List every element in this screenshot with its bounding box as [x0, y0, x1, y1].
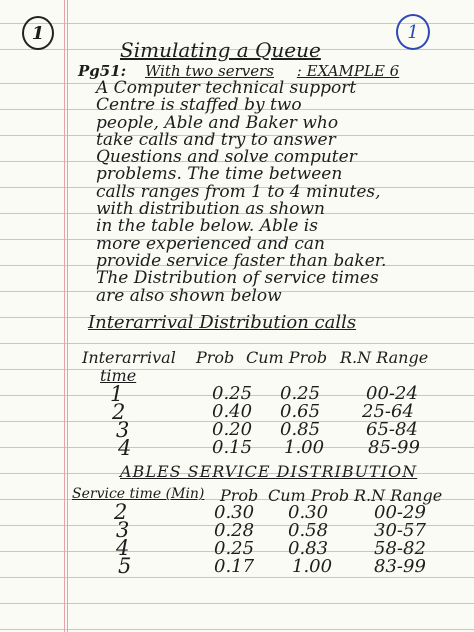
header-range: R.N Range [340, 348, 429, 367]
page-title: Simulating a Queue [120, 38, 321, 62]
header-service-time: Service time (Min) [72, 486, 205, 502]
interarrival-range-cell: 00-24 [366, 383, 418, 404]
able-prob-cell: 0.25 [214, 538, 255, 559]
able-prob-cell: 0.17 [214, 556, 255, 577]
header-cum-prob: Cum Prob [246, 348, 328, 367]
interarrival-cum-cell: 0.85 [280, 419, 321, 440]
paragraph-line: A Computer technical support [96, 78, 357, 98]
reference-subtitle: With two servers [144, 62, 275, 80]
header-able-cum-prob: Cum Prob [268, 486, 350, 505]
page-number-left-text: 1 [31, 22, 45, 44]
able-time-cell: 3 [116, 518, 130, 542]
interarrival-prob-cell: 0.25 [212, 383, 253, 404]
interarrival-range-cell: 85-99 [368, 437, 420, 458]
able-cum-cell: 0.83 [288, 538, 329, 559]
page-number-left [22, 16, 54, 50]
able-range-cell: 83-99 [374, 556, 426, 577]
able-cum-cell: 0.58 [288, 520, 329, 541]
able-service-title: ABLES SERVICE DISTRIBUTION [120, 462, 418, 481]
able-range-cell: 30-57 [374, 520, 426, 541]
margin-line [64, 0, 65, 632]
interarrival-cum-cell: 0.65 [280, 401, 321, 422]
problem-paragraph [96, 80, 446, 305]
paragraph-line: people, Able and Baker who [96, 112, 339, 133]
interarrival-time-cell: 1 [110, 382, 124, 406]
header-prob: Prob [196, 348, 235, 367]
header-able-prob: Prob [220, 486, 259, 505]
paragraph-line: Questions and solve computer [96, 147, 357, 168]
interarrival-range-cell: 25-64 [362, 401, 414, 422]
header-interarrival-time: Interarrival [82, 348, 176, 367]
able-prob-cell: 0.30 [214, 502, 255, 523]
paragraph-line: problems. The time between [96, 164, 343, 185]
paragraph-line: calls ranges from 1 to 4 minutes, [96, 181, 381, 202]
paragraph-line: The Distribution of service times [96, 268, 379, 289]
interarrival-prob-cell: 0.40 [212, 401, 253, 422]
paragraph-line: provide service faster than baker. [96, 250, 387, 271]
able-cum-cell: 1.00 [292, 556, 333, 577]
able-prob-cell: 0.28 [214, 520, 255, 541]
page-reference: Pg51: [78, 62, 127, 80]
interarrival-time-cell: 3 [116, 418, 130, 442]
header-able-range: R.N Range [354, 486, 443, 505]
example-label: : EXAMPLE 6 [296, 62, 400, 80]
able-time-cell: 4 [116, 536, 130, 560]
paragraph-line: are also shown below [96, 285, 282, 306]
page-number-right-text: 1 [407, 21, 419, 43]
able-range-cell: 00-29 [374, 502, 426, 523]
paragraph-line: take calls and try to answer [96, 129, 336, 150]
able-cum-cell: 0.30 [288, 502, 329, 523]
interarrival-range-cell: 65-84 [366, 419, 418, 440]
able-range-cell: 58-82 [374, 538, 426, 559]
interarrival-cum-cell: 1.00 [284, 437, 325, 458]
able-time-cell: 5 [118, 554, 132, 578]
able-time-cell: 2 [114, 500, 128, 524]
interarrival-time-cell: 4 [118, 436, 132, 460]
interarrival-time-cell: 2 [112, 400, 126, 424]
paragraph-line: Centre is staffed by two [96, 95, 302, 116]
interarrival-prob-cell: 0.20 [212, 419, 253, 440]
page-number-right [396, 14, 430, 50]
interarrival-prob-cell: 0.15 [212, 437, 253, 458]
interarrival-title: Interarrival Distribution calls [88, 312, 357, 333]
margin-line [67, 0, 68, 632]
paragraph-line: more experienced and can [96, 233, 325, 254]
paragraph-line: in the table below. Able is [96, 216, 318, 237]
header-interarrival-time-2: time [100, 366, 137, 385]
interarrival-cum-cell: 0.25 [280, 383, 321, 404]
paragraph-line: with distribution as shown [96, 199, 325, 220]
